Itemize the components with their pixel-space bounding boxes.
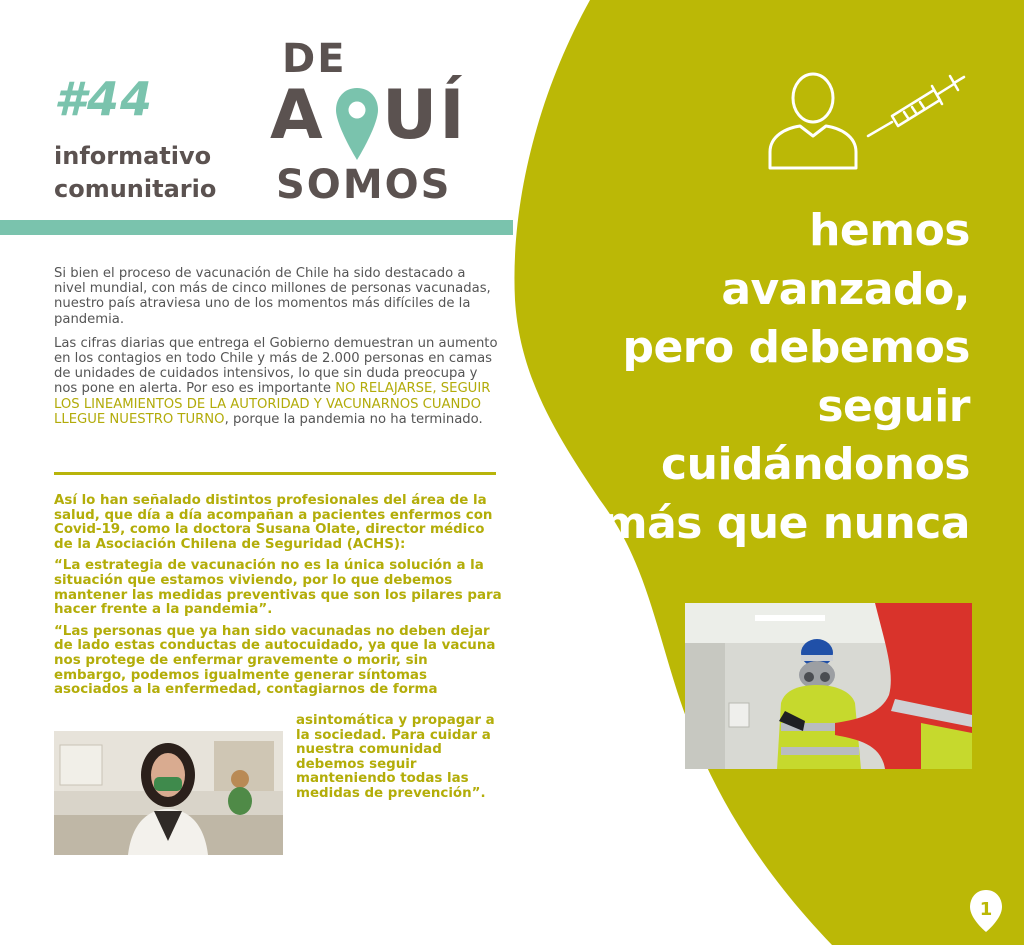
issue-number: #44 [54,72,154,126]
worker-photo [685,603,972,769]
logo-word-de: DE [282,36,347,82]
headline-line: cuidándonos [661,439,970,490]
publication-subtitle [54,140,216,206]
doctor-photo [54,731,283,855]
intro-paragraph-1: Si bien el proceso de vacunación de Chile ha sido destacado a nivel mundial, con más de cinco millones de personas vacunadas, nuestro país atraviesa uno de los momentos más difíciles de la pandemia. [54,266,491,327]
intro-paragraph-2-end: , porque la pandemia no ha terminado. [224,411,483,427]
headline-line: seguir [817,380,970,432]
headline [550,202,970,553]
logo-letter-a: A [270,76,323,155]
subtitle-line-1: informativo [54,142,212,170]
subtitle-line-2: comunitario [54,175,217,203]
location-pin-icon [334,86,380,162]
teal-divider-band [0,220,513,235]
intro-text [54,266,500,436]
headline-line: más que nunca [601,497,970,549]
headline-line: avanzado, [721,263,970,315]
intro-highlight: NO RELAJARSE, SEGUIR LOS LINEAMIENTOS DE LA AUTORIDAD Y VACUNARNOS CUANDO LLEGUE NUESTRO TURNO [54,381,491,427]
headline-line: pero debemos [622,322,970,373]
intro-paragraph-2 [54,336,500,427]
page-number-badge [966,888,1006,934]
syringe-icon [866,64,968,140]
logo-letters-ui: UÍ [382,76,467,155]
quote-2-part-2: asintomática y propagar a la sociedad. Para cuidar a nuestra comunidad debemos seguir manteniendo todas las medidas de prevención”. [296,713,495,801]
headline-line: hemos [809,205,970,256]
quote-2-part-1: “Las personas que ya han sido vacunadas no deben dejar de lado estas conductas de autocuidado, ya que la vacuna nos protege de enfermar gravemente o morir, sin embargo, podemos igualmente generar síntomas asociados a la enfermedad, contagiarnos de forma [54,623,496,698]
quote-lead: Así lo han señalado distintos profesionales del área de la salud, que día a día acompañan a pacientes enfermos con Covid-19, como la doctora Susana Olate, director médico de la Asociación Chilena de Seguridad (ACHS): [54,493,493,552]
person-icon [766,70,860,172]
logo-word-somos: SOMOS [276,162,452,208]
page-number: 1 [979,899,993,920]
section-divider [54,472,496,475]
intro-paragraph-2-start: Las cifras diarias que entrega el Gobierno demuestran un aumento en los contagios en todo Chile y más de 2.000 personas en camas de unidades de cuidados intensivos, lo que sin duda preocupa y nos pone en alerta. Por eso es importante [54,335,498,397]
quote-1: “La estrategia de vacunación no es la única solución a la situación que estamos viviendo, por lo que debemos mantener las medidas preventivas que son los pilares para hacer frente a la pandemia”. [54,558,502,618]
quote-block [54,494,504,705]
